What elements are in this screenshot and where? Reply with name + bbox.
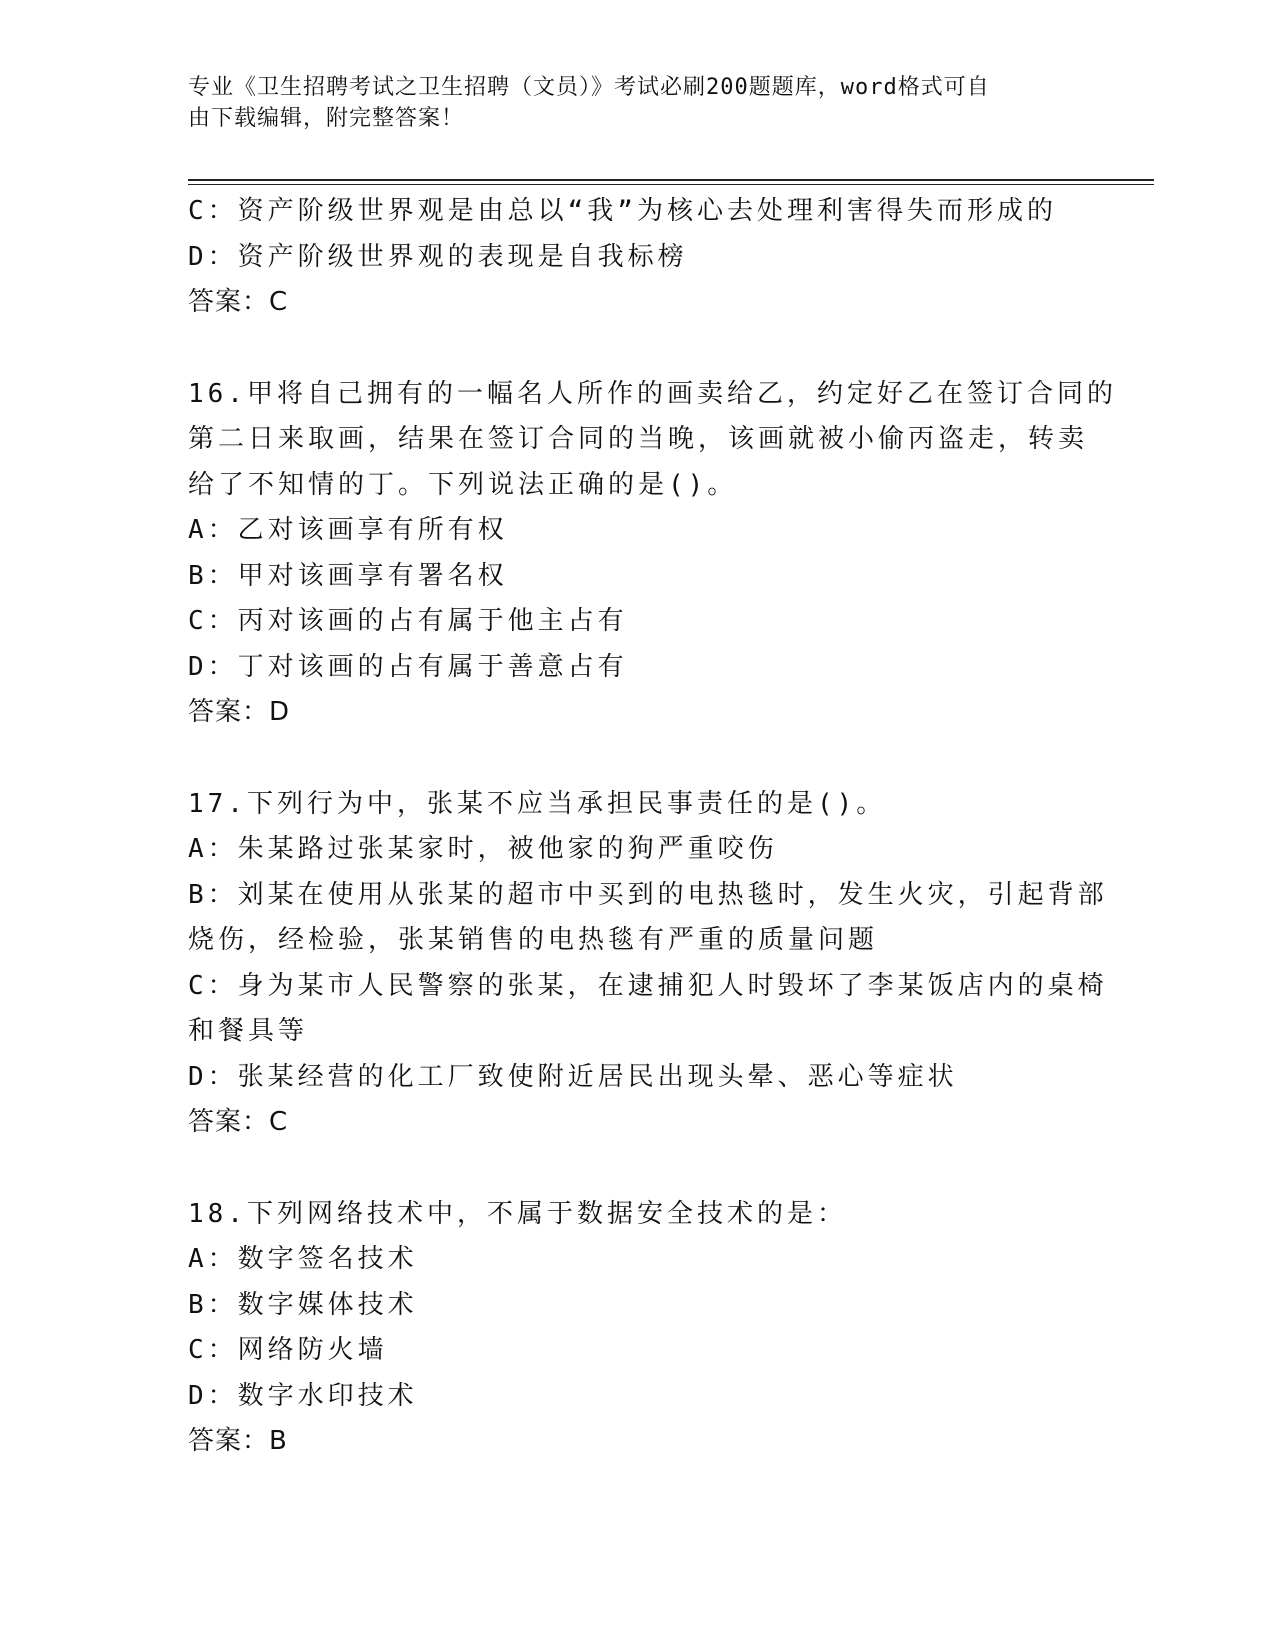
question-stem-line: 第二日来取画，结果在签订合同的当晚，该画就被小偷丙盗走，转卖 — [188, 424, 1089, 454]
option-a: A：数字签名技术 — [188, 1244, 418, 1274]
question-stem-line: 18.下列网络技术中，不属于数据安全技术的是： — [188, 1198, 847, 1229]
answer: 答案：B — [188, 1426, 288, 1456]
option-c: C：网络防火墙 — [188, 1335, 388, 1365]
header-rule-thick — [188, 179, 1154, 181]
question-stem-line: 17.下列行为中，张某不应当承担民事责任的是()。 — [188, 788, 887, 819]
answer: 答案：C — [188, 1107, 289, 1137]
option-c: C：身为某市人民警察的张某，在逮捕犯人时毁坏了李某饭店内的桌椅 — [188, 970, 1108, 1001]
option-c-continued: 和餐具等 — [188, 1016, 309, 1046]
option-b: B：甲对该画享有署名权 — [188, 560, 508, 591]
prev-answer: 答案：C — [188, 287, 289, 317]
option-d: D：丁对该画的占有属于善意占有 — [188, 651, 628, 682]
question-content — [188, 189, 1117, 1465]
question-stem-line: 16.甲将自己拥有的一幅名人所作的画卖给乙，约定好乙在签订合同的 — [188, 378, 1117, 409]
spacer — [188, 736, 1083, 782]
option-a: A：乙对该画享有所有权 — [188, 515, 508, 545]
header-rule-thin — [188, 184, 1154, 185]
question-stem-line: 给了不知情的丁。下列说法正确的是()。 — [188, 469, 738, 500]
option-d: D：张某经营的化工厂致使附近居民出现头晕、恶心等症状 — [188, 1061, 958, 1092]
spacer — [188, 326, 1083, 372]
prev-option-d: D：资产阶级世界观的表现是自我标榜 — [188, 241, 688, 272]
question-17 — [188, 782, 1108, 1146]
option-a: A：朱某路过张某家时，被他家的狗严重咬伤 — [188, 834, 778, 864]
option-b: B：刘某在使用从张某的超市中买到的电热毯时，发生火灾，引起背部 — [188, 879, 1108, 910]
option-c: C：丙对该画的占有属于他主占有 — [188, 606, 628, 636]
answer: 答案：D — [188, 697, 291, 727]
header-line-1: 专业《卫生招聘考试之卫生招聘（文员）》考试必刷200题题库，word格式可自 — [188, 75, 990, 100]
option-b-continued: 烧伤，经检验，张某销售的电热毯有严重的质量问题 — [188, 925, 879, 955]
question-18 — [188, 1192, 1083, 1465]
spacer — [188, 1146, 1083, 1192]
header-line-2: 由下载编辑，附完整答案！ — [188, 106, 465, 131]
option-d: D：数字水印技术 — [188, 1380, 418, 1411]
document-header — [188, 72, 1078, 134]
option-b: B：数字媒体技术 — [188, 1289, 418, 1320]
prev-option-c: C：资产阶级世界观是由总以“我”为核心去处理利害得失而形成的 — [188, 196, 1057, 226]
question-16 — [188, 372, 1117, 736]
